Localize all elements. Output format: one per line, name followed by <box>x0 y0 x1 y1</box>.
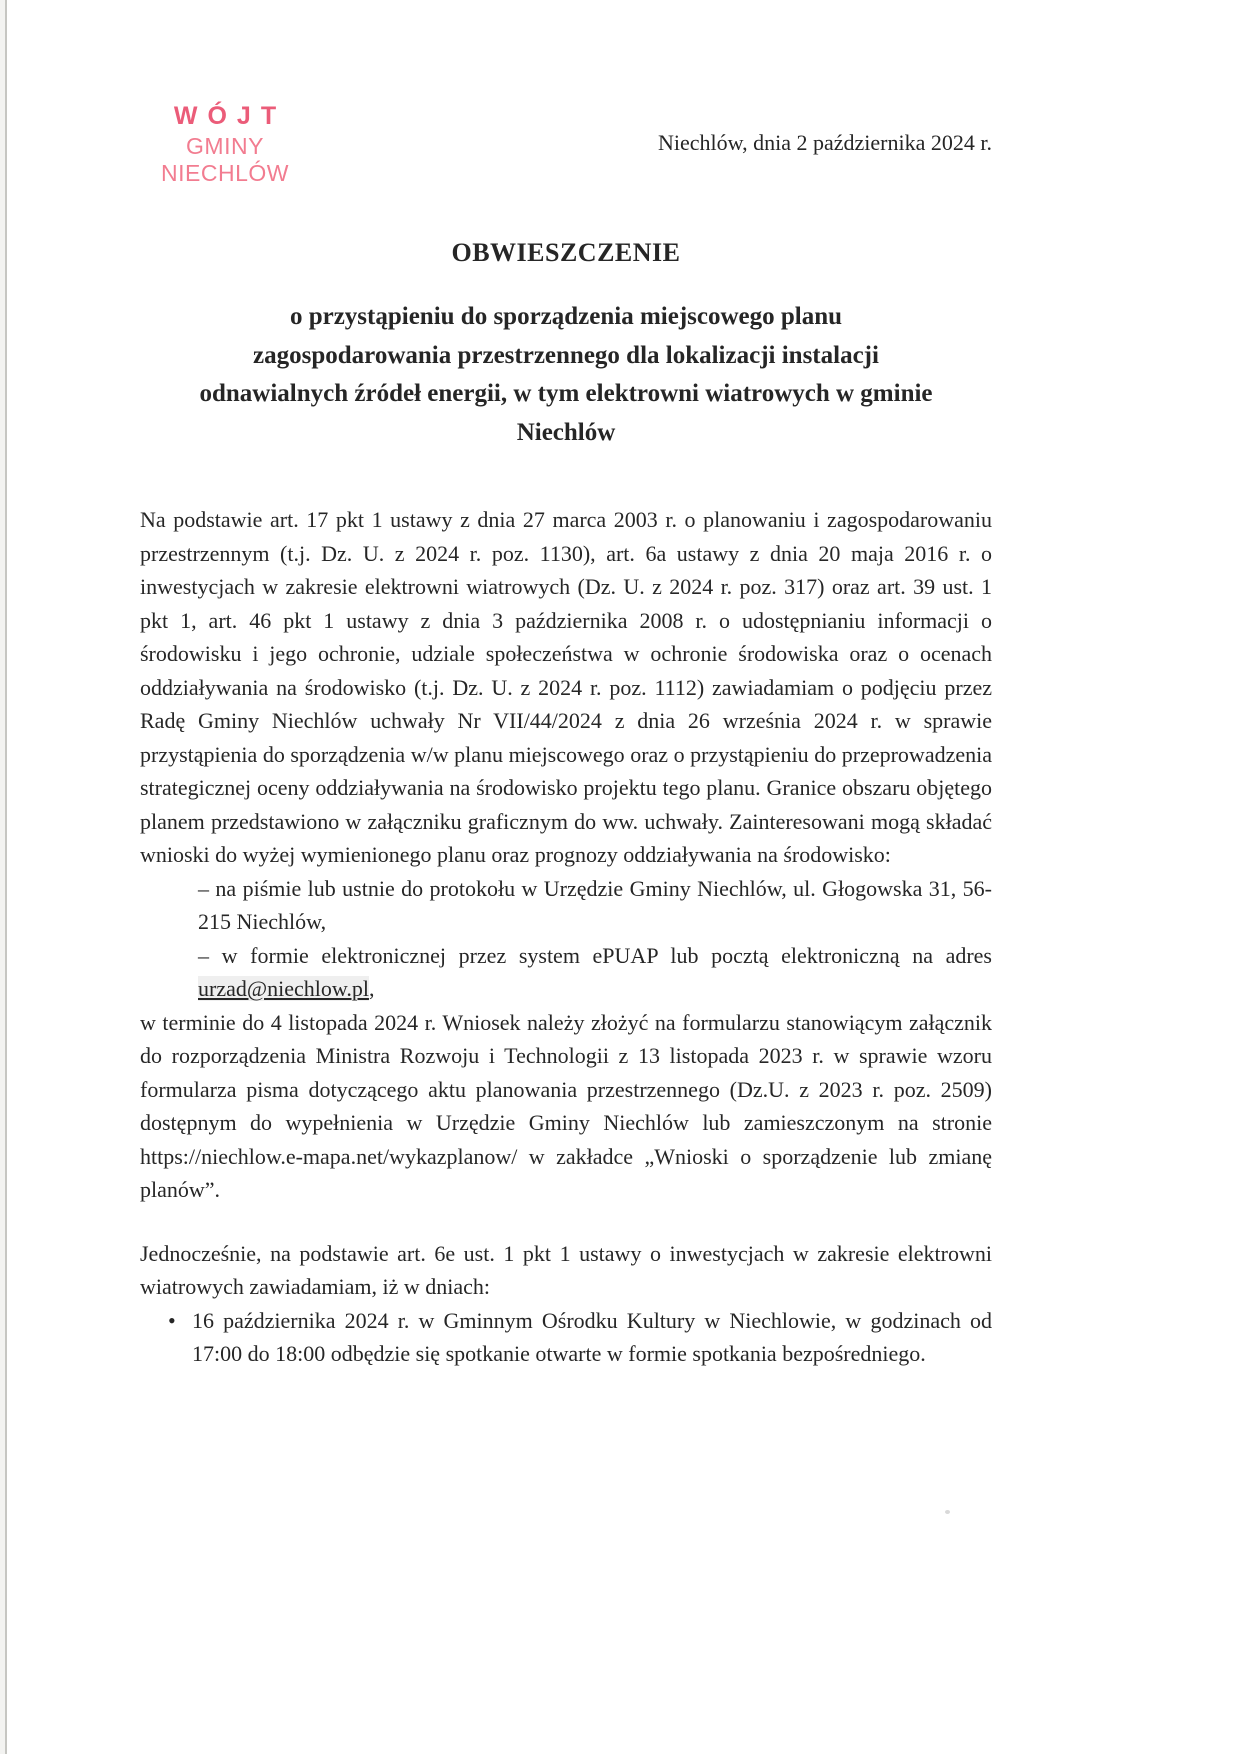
meeting-list-item <box>140 1304 992 1371</box>
email-link[interactable]: urzad@niechlow.pl <box>198 976 369 1001</box>
legal-basis-paragraph: Na podstawie art. 17 pkt 1 ustawy z dnia 27 marca 2003 r. o planowaniu i zagospodarowaniu przestrzennym (t.j. Dz. U. z 2024 r. poz. 1130), art. 6a ustawy z dnia 20 maja 2016 r. o inwestycjach w zakresie elektrowni wiatrowych (Dz. U. z 2024 r. poz. 317) oraz art. 39 ust. 1 pkt 1, art. 46 pkt 1 ustawy z dnia 3 października 2008 r. o udostępnianiu informacji o środowisku i jego ochronie, udziale społeczeństwa w ochronie środowiska oraz o ocenach oddziaływania na środowisko (t.j. Dz. U. z 2024 r. poz. 1112) zawiadamiam o podjęciu przez Radę Gminy Niechlów uchwały Nr VII/44/2024 z dnia 26 września 2024 r. w sprawie przystąpienia do sporządzenia w/w planu miejscowego oraz o przystąpieniu do przeprowadzenia strategicznej oceny oddziaływania na środowisko projektu tego planu. Granice obszaru objętego planem przedstawiono w załączniku graficznym do ww. uchwały. Zainteresowani mogą składać wnioski do wyżej wymienionego planu oraz prognozy oddziaływania na środowisko: <box>140 507 992 867</box>
submission-option-written: – na piśmie lub ustnie do protokołu w Urzędzie Gminy Niechlów, ul. Głogowska 31, 56-215 Niechlów, <box>198 875 992 934</box>
document-body <box>140 238 992 1371</box>
meetings-intro-paragraph: Jednocześnie, na podstawie art. 6e ust. 1 pkt 1 ustawy o inwestycjach w zakresie elektrowni wiatrowych zawiadamiam, iż w dniach: <box>140 1240 992 1299</box>
document-title: OBWIESZCZENIE <box>451 238 681 267</box>
deadline-paragraph: w terminie do 4 listopada 2024 r. Wniosek należy złożyć na formularzu stanowiącym załącznik do rozporządzenia Ministra Rozwoju i Technologii z 13 listopada 2023 r. w sprawie wzoru formularza pisma dotyczącego aktu planowania przestrzennego (Dz.U. z 2023 r. poz. 2509) dostępnym do wypełnienia w Urzędzie Gminy Niechlów lub zamieszczonym na stronie https://niechlow.e-mapa.net/wykazplanow/ w zakładce „Wnioski o sporządzenie lub zmianę planów”. <box>140 1009 992 1202</box>
place-and-date-line: Niechlów, dnia 2 października 2024 r. <box>658 130 992 155</box>
submission-option-electronic <box>198 939 992 1006</box>
meeting-details-text: 16 października 2024 r. w Gminnym Ośrodku Kultury w Niechlowie, w godzinach od 17:00 do 18:00 odbędzie się spotkanie otwarte w formie spotkania bezpośredniego. <box>192 1307 992 1366</box>
subtitle-line: odnawialnych źródeł energii, w tym elektrowni wiatrowych w gminie <box>199 380 933 407</box>
subtitle-line: Niechlów <box>516 418 616 446</box>
scan-page-edge <box>0 0 7 1754</box>
bullet-icon: • <box>168 1307 176 1333</box>
submission-electronic-text: – w formie elektronicznej przez system ePUAP lub pocztą elektroniczną na adres <box>198 942 992 968</box>
stamp-municipality-name: GMINY NIECHLÓW <box>161 133 289 186</box>
document-subtitle <box>140 298 992 452</box>
scan-speck-artifact <box>945 1510 950 1514</box>
subtitle-line: zagospodarowania przestrzennego dla lokalizacji instalacji <box>253 341 879 369</box>
stamp-office-title: WÓJT <box>173 102 287 130</box>
subtitle-line: o przystąpieniu do sporządzenia miejscowego planu <box>289 303 843 330</box>
submission-electronic-suffix: , <box>368 976 375 1001</box>
